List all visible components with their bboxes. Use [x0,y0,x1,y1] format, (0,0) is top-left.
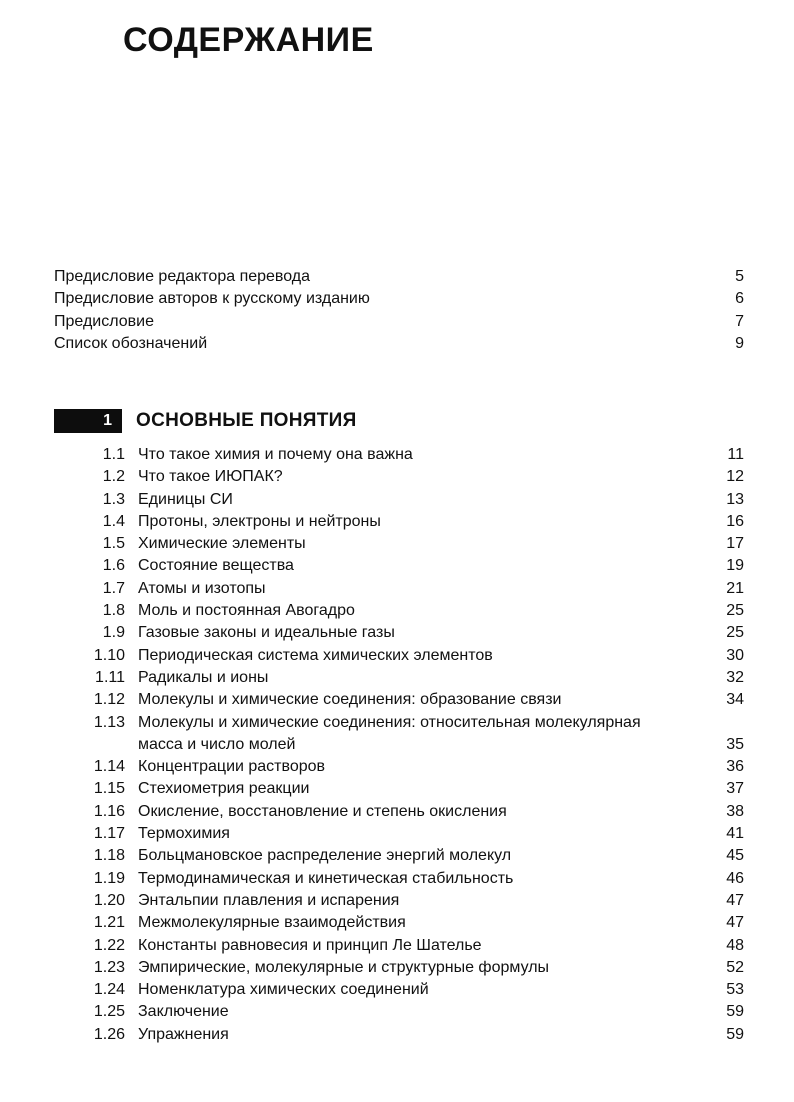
section-page: 32 [726,668,744,686]
section-row[interactable] [80,645,744,667]
section-number: 1.16 [93,802,125,820]
section-page: 35 [726,735,744,753]
section-row[interactable] [80,1024,744,1046]
section-row[interactable] [80,533,744,555]
section-title: Больцмановское распределение энергий молекул [138,847,512,865]
toc-entry-label: Предисловие [54,312,154,330]
section-title: Протоны, электроны и нейтроны [138,512,381,530]
section-title: Молекулы и химические соединения: относительная молекулярная масса и число молей [138,713,641,753]
section-number: 1.21 [93,914,125,932]
section-row[interactable] [80,868,744,890]
section-row[interactable] [80,600,744,622]
section-page: 41 [726,825,744,843]
section-number: 1.20 [93,891,125,909]
section-number: 1.19 [93,869,125,887]
section-title: Состояние вещества [138,557,294,575]
toc-entry[interactable] [54,288,744,310]
section-page: 17 [726,535,744,553]
section-page: 19 [726,557,744,575]
toc-entry-label: Список обозначений [54,334,208,352]
section-title: Концентрации растворов [138,758,326,776]
section-title: Радикалы и ионы [138,668,269,686]
section-page: 53 [726,981,744,999]
section-row[interactable] [80,555,744,577]
section-number: 1.22 [93,936,125,954]
section-page: 12 [726,468,744,486]
toc-entry-page: 9 [735,334,744,352]
section-page: 46 [726,869,744,887]
section-title: Атомы и изотопы [138,579,266,597]
section-title: Межмолекулярные взаимодействия [138,914,406,932]
section-number: 1.12 [93,691,125,709]
section-title: Эмпирические, молекулярные и структурные формулы [138,958,550,976]
section-number: 1.18 [93,847,125,865]
section-number: 1.1 [102,446,125,463]
section-title: Константы равновесия и принцип Ле Шателье [138,936,482,954]
chapter-heading[interactable] [54,408,357,434]
section-number: 1.10 [93,646,125,664]
section-number: 1.15 [93,780,125,798]
section-number: 1.24 [93,981,125,999]
section-page: 36 [726,758,744,776]
toc-entry[interactable] [54,266,744,288]
section-number: 1.4 [102,512,125,530]
section-page: 16 [726,512,744,530]
section-title: Моль и постоянная Авогадро [138,602,355,620]
section-row[interactable] [80,778,744,800]
toc-entry[interactable] [54,333,744,355]
toc-entry-label: Предисловие редактора перевода [54,268,311,285]
section-number: 1.23 [93,958,125,976]
section-row[interactable] [80,466,744,488]
chapter-title: ОСНОВНЫЕ ПОНЯТИЯ [136,410,357,431]
chapter-number-badge: 1 [54,409,122,433]
section-row[interactable] [80,845,744,867]
section-number: 1.3 [102,490,125,508]
section-title: Термохимия [138,825,230,843]
section-row[interactable] [80,622,744,644]
section-title: Стехиометрия реакции [138,780,310,798]
toc-entry-page: 5 [735,268,744,285]
section-title: Периодическая система химических элементов [138,646,493,664]
section-title: Окисление, восстановление и степень окисления [138,802,507,820]
section-title: Газовые законы и идеальные газы [138,624,395,642]
section-title: Номенклатура химических соединений [138,981,429,999]
section-row[interactable] [80,712,744,757]
section-row[interactable] [80,444,744,466]
section-title: Термодинамическая и кинетическая стабильность [138,869,514,887]
section-row[interactable] [80,912,744,934]
section-page: 21 [726,579,744,597]
section-title: Упражнения [138,1025,229,1043]
section-page: 25 [726,602,744,620]
section-page: 47 [726,891,744,909]
section-title: Что такое ИЮПАК? [138,468,283,486]
section-title: Энтальпии плавления и испарения [138,891,400,909]
section-title: Заключение [138,1003,229,1021]
toc-entry-page: 7 [735,312,744,330]
section-title: Что такое химия и почему она важна [138,446,413,463]
section-row[interactable] [80,689,744,711]
section-number: 1.8 [102,602,125,620]
toc-entry-page: 6 [735,290,744,308]
section-row[interactable] [80,957,744,979]
section-number: 1.2 [102,468,125,486]
section-page: 25 [726,624,744,642]
section-page: 59 [726,1025,744,1043]
section-page: 34 [726,691,744,709]
section-title: Химические элементы [138,535,306,553]
section-page: 59 [726,1003,744,1021]
section-number: 1.6 [102,557,125,575]
section-number: 1.26 [93,1025,125,1043]
section-number: 1.5 [102,535,125,553]
section-number: 1.25 [93,1003,125,1021]
section-number: 1.7 [102,579,125,597]
section-number: 1.13 [93,713,125,731]
section-row[interactable] [80,823,744,845]
section-page: 38 [726,802,744,820]
section-page: 45 [726,847,744,865]
section-row[interactable] [80,489,744,511]
section-number: 1.9 [102,624,125,642]
toc-entry[interactable] [54,311,744,333]
section-page: 52 [726,958,744,976]
section-row[interactable] [80,890,744,912]
toc-entry-label: Предисловие авторов к русскому изданию [54,290,370,308]
section-row[interactable] [80,511,744,533]
section-page: 13 [726,490,744,508]
front-matter-list [54,266,744,355]
section-row[interactable] [80,1001,744,1023]
section-title: Единицы СИ [138,490,233,508]
section-page: 11 [727,446,744,463]
section-number: 1.14 [93,758,125,776]
section-row[interactable] [80,667,744,689]
section-page: 48 [726,936,744,954]
section-title: Молекулы и химические соединения: образование связи [138,691,562,709]
section-page: 47 [726,914,744,932]
section-number: 1.17 [93,825,125,843]
section-row[interactable] [80,578,744,600]
section-list [80,444,744,1046]
section-number: 1.11 [95,668,125,686]
section-row[interactable] [80,801,744,823]
section-row[interactable] [80,756,744,778]
section-row[interactable] [80,979,744,1001]
section-row[interactable] [80,935,744,957]
section-page: 37 [726,780,744,798]
section-page: 30 [726,646,744,664]
page-title: СОДЕРЖАНИЕ [123,21,374,59]
